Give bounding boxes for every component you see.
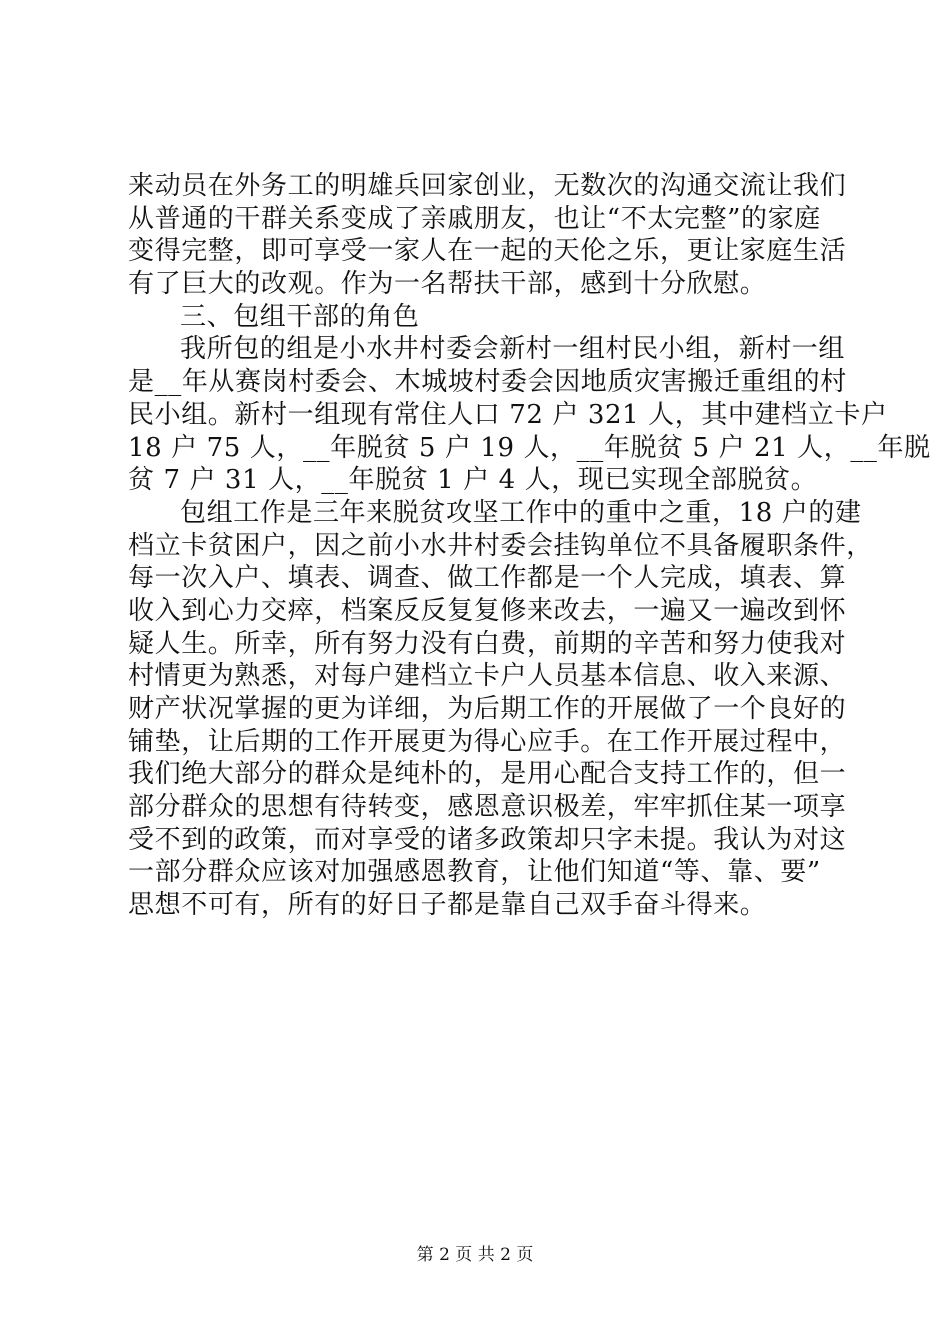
- text-line: 我们绝大部分的群众是纯朴的，是用心配合支持工作的，但一: [128, 759, 847, 790]
- text-line: 部分群众的思想有待转变，感恩意识极差，牢牢抓住某一项享: [128, 792, 847, 823]
- section-heading: 三、包组干部的角色: [180, 301, 420, 332]
- page-footer: [0, 1244, 950, 1266]
- body-text: [128, 170, 931, 922]
- text-line: 思想不可有，所有的好日子都是靠自己双手奋斗得来。: [128, 890, 767, 921]
- text-line: 铺垫，让后期的工作开展更为得心应手。在工作开展过程中，: [128, 726, 847, 757]
- text-line: 疑人生。所幸，所有努力没有白费，前期的辛苦和努力使我对: [128, 628, 847, 659]
- text-line: 村情更为熟悉，对每户建档立卡户人员基本信息、收入来源、: [128, 661, 847, 692]
- text-line: 财产状况掌握的更为详细，为后期工作的开展做了一个良好的: [128, 694, 847, 724]
- text-line: 档立卡贫困户，因之前小水井村委会挂钩单位不具备履职条件，: [128, 530, 873, 561]
- text-line: 来动员在外务工的明雄兵回家创业，无数次的沟通交流让我们: [128, 171, 847, 201]
- text-line: 从普通的干群关系变成了亲戚朋友，也让“不太完整”的家庭: [128, 203, 821, 234]
- text-line: 有了巨大的改观。作为一名帮扶干部，感到十分欣慰。: [128, 269, 767, 300]
- text-line: 包组工作是三年来脱贫攻坚工作中的重中之重，18 户的建: [180, 497, 862, 528]
- text-line: 收入到心力交瘁，档案反反复复修来改去，一遍又一遍改到怀: [128, 595, 847, 626]
- text-line: 变得完整，即可享受一家人在一起的天伦之乐，更让家庭生活: [128, 236, 847, 267]
- text-line: 每一次入户、填表、调查、做工作都是一个人完成，填表、算: [128, 563, 847, 594]
- text-line: 一部分群众应该对加强感恩教育，让他们知道“等、靠、要”: [128, 857, 821, 888]
- text-line: 民小组。新村一组现有常住人口 72 户 321 人，其中建档立卡户: [128, 399, 888, 430]
- text-line: 受不到的政策，而对享受的诸多政策却只字未提。我认为对这: [128, 824, 847, 855]
- text-line: 贫 7 户 31 人，__年脱贫 1 户 4 人，现已实现全部脱贫。: [128, 465, 818, 496]
- text-line: 是__年从赛岗村委会、木城坡村委会因地质灾害搬迁重组的村: [128, 367, 847, 398]
- text-line: 我所包的组是小水井村委会新村一组村民小组，新村一组: [180, 334, 846, 365]
- text-line: 18 户 75 人，__年脱贫 5 户 19 人，__年脱贫 5 户 21 人，__年脱: [128, 432, 931, 463]
- page-number-label: 第 2 页 共 2 页: [416, 1245, 534, 1265]
